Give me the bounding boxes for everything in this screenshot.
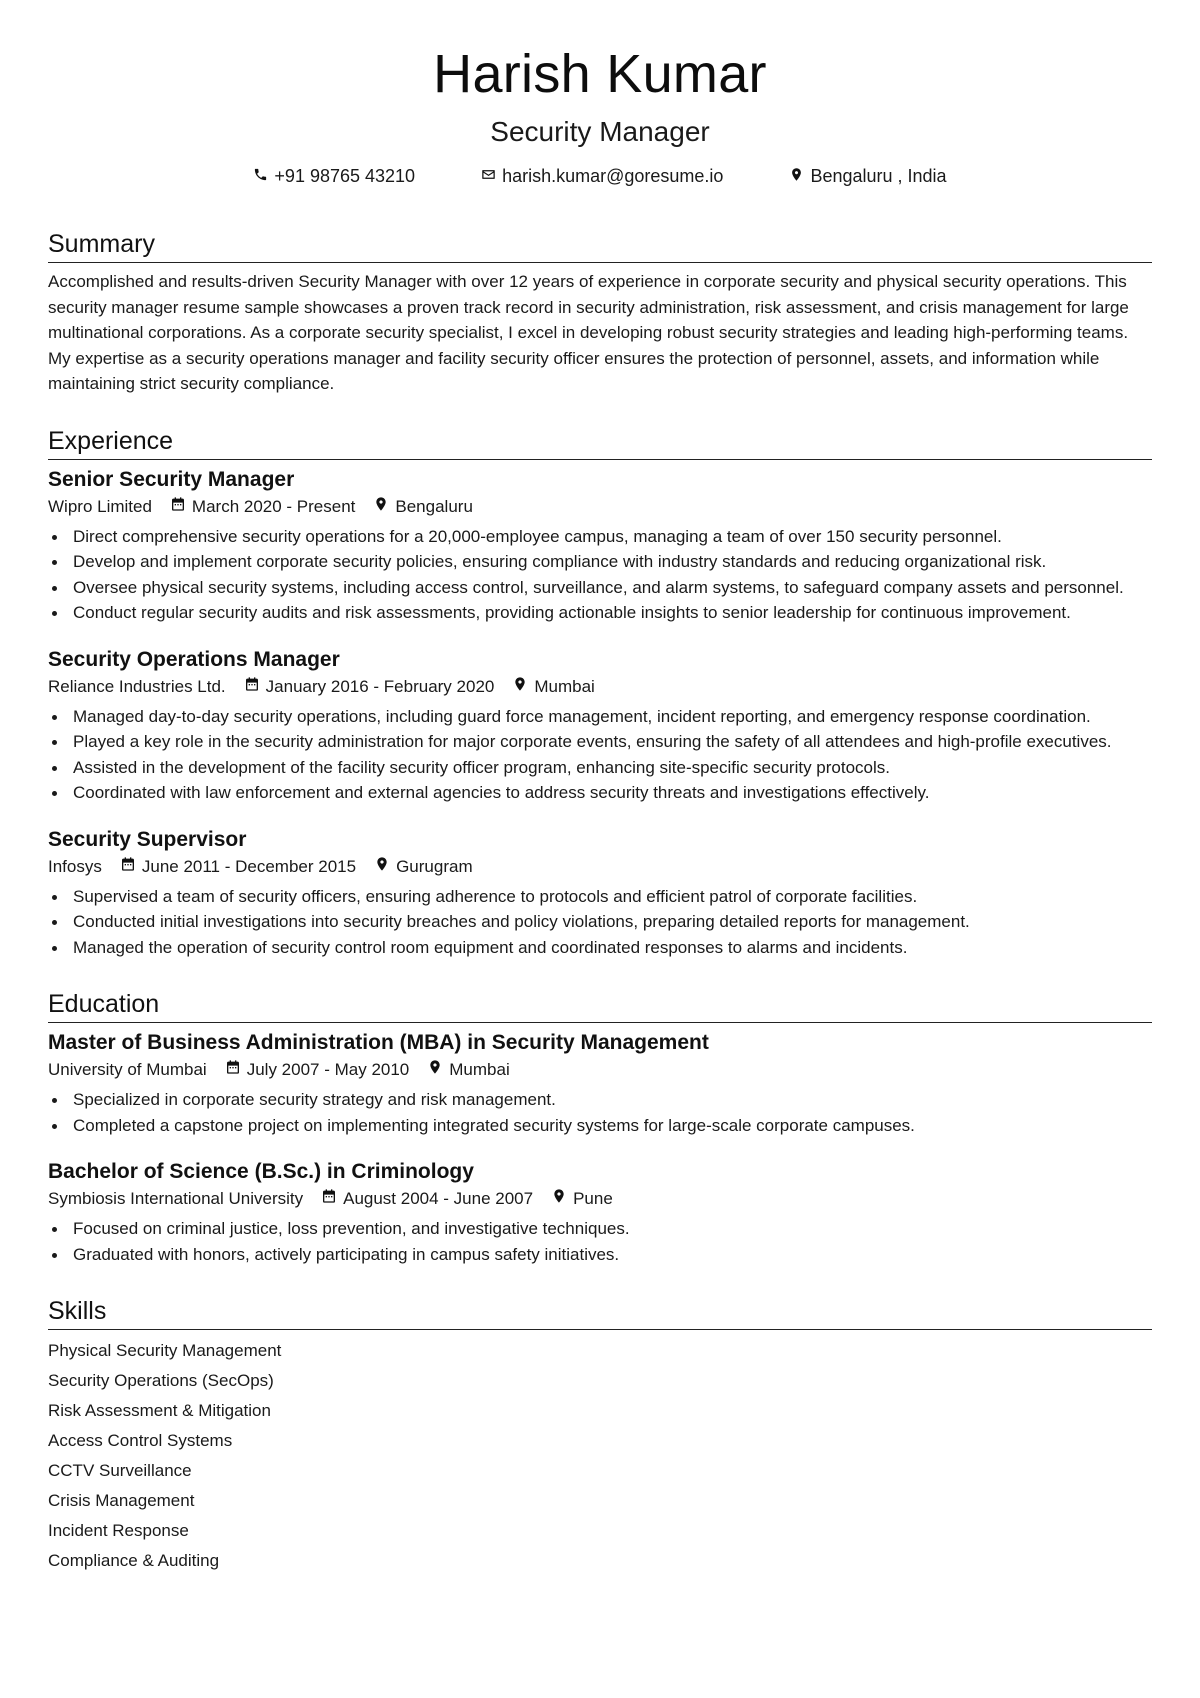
skill-item: Incident Response (48, 1521, 189, 1540)
list-item: Coordinated with law enforcement and external agencies to address security threats and investigations effectively. (48, 780, 1152, 806)
list-item: Conduct regular security audits and risk assessments, providing actionable insights to senior leadership for continuous improvement. (48, 600, 1152, 626)
contact-email (447, 164, 723, 188)
location-text: Bengaluru (395, 496, 473, 516)
list-item: Develop and implement corporate security policies, ensuring compliance with industry standards and reducing organizational risk. (48, 549, 1152, 575)
company-name: Reliance Industries Ltd. (48, 676, 226, 696)
entry-location (427, 1057, 509, 1083)
calendar-icon (244, 674, 260, 700)
contact-info (0, 164, 1200, 188)
company-name: Wipro Limited (48, 496, 152, 516)
candidate-name: Harish Kumar (433, 44, 767, 104)
list-item: Assisted in the development of the facility security officer program, enhancing site-specific security protocols. (48, 755, 1152, 781)
phone-icon (253, 164, 268, 188)
skill-item: Crisis Management (48, 1491, 195, 1510)
bullet-list (48, 884, 1152, 961)
bullet-list (48, 1216, 1152, 1267)
section-title-experience: Experience (48, 425, 1152, 460)
school-name: University of Mumbai (48, 1060, 207, 1079)
summary-text: Accomplished and results-driven Security Manager with over 12 years of experience in corporate security and physical security operations. This security manager resume sample showcases a proven track record in security administration, risk assessment, and crisis management for large multinational corporations. As a corporate security specialist, I excel in developing robust security strategies and leading high-performing teams. My expertise as a security operations manager and facility security officer ensures the protection of personnel, assets, and information while maintaining strict security compliance. (48, 272, 1129, 393)
company-name: Infosys (48, 856, 102, 876)
entry-location (551, 1186, 613, 1212)
list-item: Supervised a team of security officers, ensuring adherence to protocols and efficient patrol of corporate facilities. (48, 884, 1152, 910)
experience-entry (48, 646, 1152, 806)
skill-item: Access Control Systems (48, 1431, 233, 1450)
location-text: Mumbai (449, 1060, 510, 1079)
skill-item: CCTV Surveillance (48, 1461, 192, 1480)
map-pin-icon (512, 674, 528, 700)
degree-title: Bachelor of Science (B.Sc.) in Criminology (48, 1160, 474, 1183)
location-text: Gurugram (396, 856, 473, 876)
entry-meta (48, 854, 1152, 880)
list-item: Managed the operation of security control room equipment and coordinated responses to alarms and incidents. (48, 935, 1152, 961)
entry-location (512, 674, 594, 700)
entry-dates (120, 854, 356, 880)
resume-header (0, 42, 1200, 188)
job-title: Security Manager (490, 116, 710, 147)
dates-text: March 2020 - Present (191, 496, 356, 516)
contact-location (755, 164, 946, 188)
calendar-icon (225, 1057, 241, 1083)
entry-dates (170, 494, 355, 520)
dates-text: January 2016 - February 2020 (265, 676, 495, 696)
experience-section (48, 425, 1152, 961)
skill-item: Physical Security Management (48, 1341, 282, 1360)
calendar-icon (170, 494, 186, 520)
school-name: Symbiosis International University (48, 1189, 304, 1208)
dates-text: July 2007 - May 2010 (246, 1060, 410, 1079)
role-title: Security Operations Manager (48, 647, 340, 671)
list-item: Conducted initial investigations into security breaches and policy violations, preparing detailed reports for management. (48, 909, 1152, 935)
map-pin-icon (374, 854, 390, 880)
email-text: harish.kumar@goresume.io (502, 166, 724, 186)
experience-entry (48, 826, 1152, 961)
bullet-list (48, 704, 1152, 806)
skills-section (48, 1295, 1152, 1576)
bullet-list (48, 1087, 1152, 1138)
list-item: Managed day-to-day security operations, including guard force management, incident reporting, and emergency response coordination. (48, 704, 1152, 730)
entry-meta (48, 494, 1152, 520)
bullet-list (48, 524, 1152, 626)
summary-section (48, 228, 1152, 397)
education-section (48, 988, 1152, 1267)
map-pin-icon (427, 1057, 443, 1083)
section-title-education: Education (48, 988, 1152, 1023)
calendar-icon (321, 1186, 337, 1212)
entry-meta (48, 674, 1152, 700)
list-item: Oversee physical security systems, including access control, surveillance, and alarm systems, to safeguard company assets and personnel. (48, 575, 1152, 601)
entry-dates (244, 674, 495, 700)
dates-text: August 2004 - June 2007 (343, 1189, 534, 1208)
list-item: Completed a capstone project on implementing integrated security systems for large-scale corporate campuses. (48, 1113, 1152, 1139)
entry-location (373, 494, 473, 520)
education-entry (48, 1158, 1152, 1267)
resume-body (48, 228, 1152, 1604)
skill-item: Security Operations (SecOps) (48, 1371, 274, 1390)
degree-title: Master of Business Administration (MBA) in Security Management (48, 1031, 709, 1054)
role-title: Security Supervisor (48, 827, 247, 851)
calendar-icon (120, 854, 136, 880)
entry-meta (48, 1057, 1152, 1083)
map-pin-icon (373, 494, 389, 520)
envelope-icon (481, 164, 496, 188)
skill-item: Risk Assessment & Mitigation (48, 1401, 271, 1420)
experience-entry (48, 466, 1152, 626)
entry-location (374, 854, 473, 880)
skills-list (48, 1336, 1152, 1576)
education-entry (48, 1029, 1152, 1138)
entry-dates (321, 1186, 533, 1212)
phone-text: +91 98765 43210 (274, 166, 416, 186)
list-item: Graduated with honors, actively participating in campus safety initiatives. (48, 1242, 1152, 1268)
dates-text: June 2011 - December 2015 (141, 856, 357, 876)
list-item: Direct comprehensive security operations for a 20,000-employee campus, managing a team of over 150 security personnel. (48, 524, 1152, 550)
entry-dates (225, 1057, 410, 1083)
section-title-summary: Summary (48, 228, 1152, 263)
location-text: Pune (573, 1189, 613, 1208)
map-pin-icon (789, 164, 804, 188)
skill-item: Compliance & Auditing (48, 1551, 220, 1570)
role-title: Senior Security Manager (48, 467, 295, 491)
map-pin-icon (551, 1186, 567, 1212)
contact-phone (253, 164, 415, 188)
list-item: Played a key role in the security administration for major corporate events, ensuring the safety of all attendees and high-profile executives. (48, 729, 1152, 755)
entry-meta (48, 1186, 1152, 1212)
location-text: Bengaluru , India (810, 166, 947, 186)
section-title-skills: Skills (48, 1295, 1152, 1330)
location-text: Mumbai (534, 676, 595, 696)
list-item: Focused on criminal justice, loss prevention, and investigative techniques. (48, 1216, 1152, 1242)
list-item: Specialized in corporate security strategy and risk management. (48, 1087, 1152, 1113)
